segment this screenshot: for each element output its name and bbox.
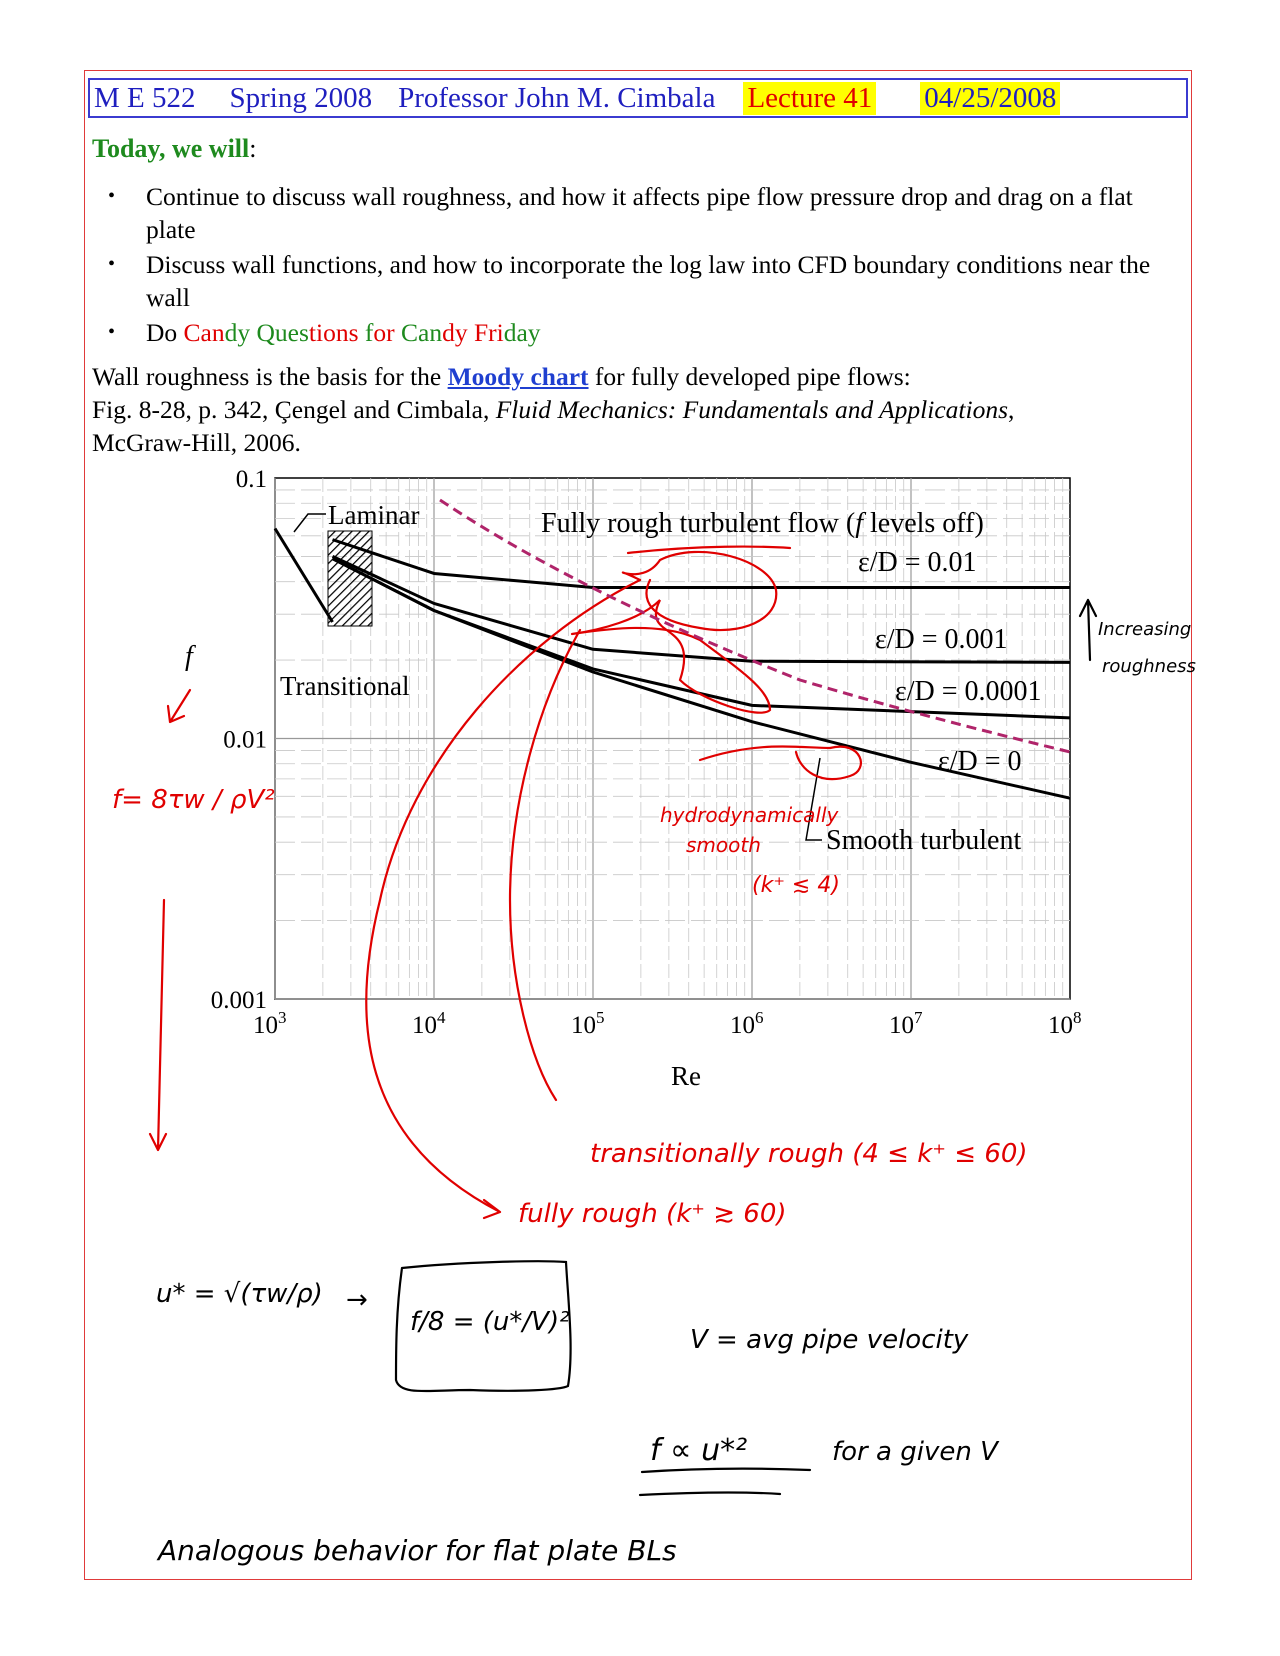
y-tick-label: 0.001 <box>210 987 267 1014</box>
y-axis-label: f <box>185 641 193 672</box>
fully-rough-label: fully rough (k⁺ ≳ 60) <box>518 1199 787 1229</box>
y-tick-label: 0.1 <box>235 466 267 493</box>
candy-word: Ques <box>256 318 309 347</box>
proportional-tail: for a given V <box>832 1437 998 1467</box>
x-axis-label: Re <box>671 1061 701 1091</box>
x-tick-label: $10^7$ <box>889 1008 923 1039</box>
roughness-label: roughness <box>1102 656 1196 677</box>
para-line3: McGraw-Hill, 2006. <box>92 428 301 457</box>
fully-rough-tail: levels off) <box>862 508 984 539</box>
candy-word: dy <box>442 318 474 347</box>
candy-word: tions <box>308 318 365 347</box>
term: Spring 2008 <box>229 81 373 114</box>
para-line1-post: for fully developed pipe flows: <box>588 362 911 391</box>
label-eps-0001: ε/D = 0.001 <box>875 624 1008 655</box>
fully-rough-text: Fully rough turbulent flow ( <box>541 508 856 539</box>
candy-word: day <box>503 318 541 347</box>
smooth-label: smooth <box>686 833 761 857</box>
ustar-definition: u* = √(τw/ρ) <box>156 1279 323 1309</box>
moody-chart-link[interactable]: Moody chart <box>447 362 589 391</box>
implies-arrow: → <box>346 1285 368 1315</box>
kplus-smooth: (k⁺ ≲ 4) <box>752 873 840 898</box>
proportional-relation: f ∝ u*² <box>650 1433 748 1468</box>
transitional-rough-label: transitionally rough (4 ≤ k⁺ ≤ 60) <box>590 1139 1028 1169</box>
para-line2-post: , <box>1008 395 1015 424</box>
agenda-item: • Continue to discuss wall roughness, and how it affects pipe flow pressure drop and drag on a flat plate <box>108 180 1188 246</box>
f-equation: f= 8τw / ρV² <box>112 785 275 815</box>
increasing-label: Increasing <box>1098 619 1192 640</box>
boxed-equation: f/8 = (u*/V)² <box>410 1307 570 1337</box>
candy-word: Can <box>401 318 443 347</box>
label-smooth-turbulent: Smooth turbulent <box>826 825 1022 856</box>
agenda-item: • Discuss wall functions, and how to incorporate the log law into CFD boundary conditions near the wall <box>108 248 1188 314</box>
para-line2-pre: Fig. 8-28, p. 342, Çengel and Cimbala, <box>92 395 496 424</box>
candy-word: Fri <box>473 318 504 347</box>
x-tick-label: $10^4$ <box>412 1008 446 1039</box>
x-tick-label: $10^5$ <box>571 1008 605 1039</box>
hydro-label: hydrodynamically <box>660 803 839 827</box>
candy-word: Can <box>183 318 225 347</box>
x-tick-label: $10^8$ <box>1048 1008 1082 1039</box>
professor: Professor John M. Cimbala <box>398 81 716 114</box>
label-eps-001: ε/D = 0.01 <box>858 547 977 578</box>
candy-word: or <box>373 318 402 347</box>
label-laminar: Laminar <box>328 500 420 530</box>
y-tick-label: 0.01 <box>223 726 267 754</box>
label-transitional: Transitional <box>280 671 410 701</box>
label-eps-00001: ε/D = 0.0001 <box>895 676 1042 707</box>
candy-word: dy <box>224 318 257 347</box>
candy-prefix: Do <box>146 318 184 347</box>
lecture-date: 04/25/2008 <box>920 82 1060 115</box>
label-eps-0: ε/D = 0 <box>938 746 1022 777</box>
para-line1-pre: Wall roughness is the basis for the <box>92 362 448 391</box>
today-label: Today, we will <box>92 134 250 163</box>
fully-rough-f: f <box>855 508 863 539</box>
x-tick-label: $10^3$ <box>253 1008 287 1039</box>
x-tick-label: $10^6$ <box>730 1008 764 1039</box>
today-colon: : <box>249 134 257 163</box>
lecture-number: Lecture 41 <box>743 82 876 115</box>
v-definition: V = avg pipe velocity <box>690 1325 969 1355</box>
label-fully-rough <box>541 508 984 539</box>
analogous-note: Analogous behavior for flat plate BLs <box>158 1534 677 1567</box>
course-code: M E 522 <box>94 81 196 114</box>
book-title: Fluid Mechanics: Fundamentals and Applications <box>495 395 1009 424</box>
candy-word: f <box>364 318 374 347</box>
